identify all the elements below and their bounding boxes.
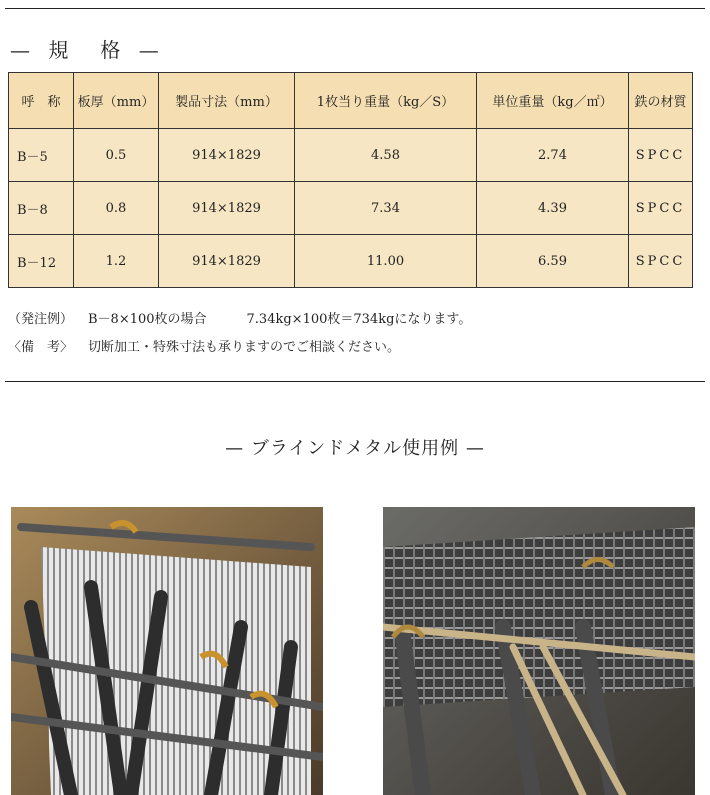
cell-thickness: 0.5 — [74, 129, 159, 182]
order-example-text: B－8×100枚の場合 — [88, 312, 207, 327]
remarks-note — [8, 336, 400, 355]
usage-photo-left — [11, 507, 323, 795]
spec-section-title: — 規 格 — — [10, 38, 165, 62]
cell-sheet-weight: 11.00 — [295, 235, 477, 288]
cell-sheet-weight: 4.58 — [295, 129, 477, 182]
header-thickness: 板厚（mm） — [74, 73, 159, 129]
cell-thickness: 1.2 — [74, 235, 159, 288]
cell-name: B－5 — [9, 129, 74, 182]
cell-name: B－12 — [9, 235, 74, 288]
order-example-note — [8, 308, 471, 327]
cell-sheet-weight: 7.34 — [295, 182, 477, 235]
section-divider — [5, 381, 705, 382]
spec-header-row — [9, 73, 693, 129]
table-row — [9, 129, 693, 182]
table-row — [9, 235, 693, 288]
spec-table — [8, 72, 693, 288]
cell-dimensions: 914×1829 — [159, 235, 295, 288]
usage-section-title: — ブラインドメタル使用例 — — [225, 438, 485, 459]
cell-unit-weight: 2.74 — [477, 129, 629, 182]
cell-material: SPCC — [629, 235, 693, 288]
cell-material: SPCC — [629, 129, 693, 182]
table-row — [9, 182, 693, 235]
cell-thickness: 0.8 — [74, 182, 159, 235]
top-divider — [5, 8, 705, 9]
cell-unit-weight: 6.59 — [477, 235, 629, 288]
header-unit-weight: 単位重量（kg／㎡） — [477, 73, 629, 129]
usage-photo-right — [383, 507, 695, 795]
cell-material: SPCC — [629, 182, 693, 235]
header-dimensions: 製品寸法（mm） — [159, 73, 295, 129]
order-example-result: 7.34kg×100枚＝734kgになります。 — [246, 312, 472, 327]
header-material: 鉄の材質 — [629, 73, 693, 129]
cell-name: B－8 — [9, 182, 74, 235]
cell-dimensions: 914×1829 — [159, 182, 295, 235]
order-example-label: （発注例） — [8, 312, 74, 327]
cell-unit-weight: 4.39 — [477, 182, 629, 235]
remarks-label: 〈備 考〉 — [8, 340, 74, 355]
remarks-text: 切断加工・特殊寸法も承りますのでご相談ください。 — [88, 340, 401, 355]
header-name: 呼 称 — [9, 73, 74, 129]
header-sheet-weight: 1枚当り重量（kg／S） — [295, 73, 477, 129]
cell-dimensions: 914×1829 — [159, 129, 295, 182]
